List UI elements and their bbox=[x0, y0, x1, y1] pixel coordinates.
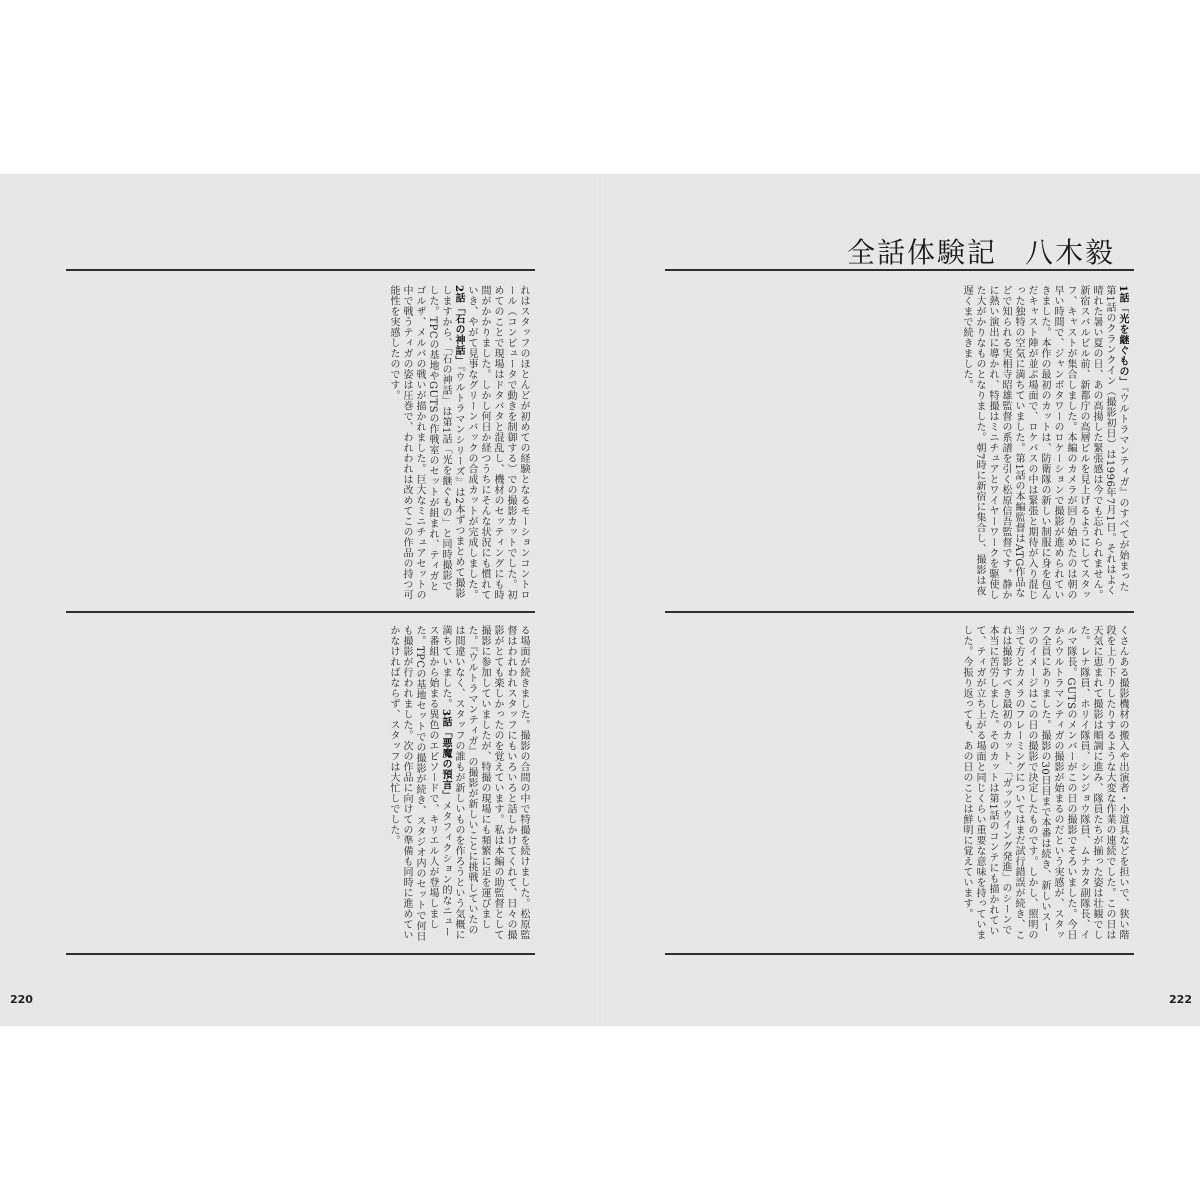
book-gutter bbox=[599, 174, 601, 1026]
rule-bottom-right bbox=[665, 953, 1134, 955]
article-author: 八木毅 bbox=[1024, 236, 1115, 269]
body-text: る場面が続きました。撮影の合間の中で特撮を続けました。松原監督はわれわれスタッフにもいろいろと話しかけてくれて、日々の撮影がとても楽しかったのを覚えています。私は本編の助監督として撮影に参加していましたが、特撮の現場にも頻繁に足を運びました。『ウルトラマンティガ』の撮影が新しいことに挑戦していたのは間違いなく、スタッフの誰もが新しいものを作ろうという気概に満ちていました。 bbox=[440, 625, 529, 940]
body-text: くさんある撮影機材の搬入や出演者・小道具などを担いで、狭い階段を上り下りしたりするような大変な作業の連続でした。この日は天気に恵まれて撮影は順調に進み、隊員たちが揃った姿は壮観でした。レナ隊員、ホリイ隊員、シンジョウ隊員、ムナカタ副隊長、イルマ隊長。GUTSのメンバーがこの日の撮影でそろいました。今日からウルトラマンティガの撮影が始まるのだという実感が、スタッフ全員にありました。撮影の30日目まで本番は続き、新しいスーツのイメージはこの日の撮影で決定したものです。しかし、照明の当て方とカメラのフレーミングについてはまだ試行錯誤が続き、これは撮影すべき最初のカット、「ガッツウイング発進」のシーンで本当に苦労しました。そのカットは第1話のコンテにも描かれていて、ティガが立ち上がる場面と同じくらい重要な意味を持っていました。今振り返っても、あの日のことは鮮明に覚えています。 bbox=[961, 625, 1128, 941]
episode-heading: 1話「光を継ぐもの」 bbox=[1117, 285, 1128, 387]
body-text: メタフィクション的なニュース番組から始まる異色のエピソードで、キリエル人が登場しました。TPCの基地セットでの撮影が続き、スタジオ内のセットで何日も撮影が行われました。次の作品に向けての準備も同時に進めていかなければならず、スタッフは大忙しでした。 bbox=[388, 625, 451, 942]
rule-bottom-left bbox=[66, 953, 535, 955]
body-text: れはスタッフのほとんどが初めての経験となるモーションコントロール（コンピュータで動きを制御する）での撮影カットでした。初めてのことで現場はドタバタと混乱し、機材のセッティングにも時間がかかりました。しかし何日か経つうちにそんな状況にも慣れていき、やがて見事なグリーンバックの合成カットが完成しました。 bbox=[466, 285, 529, 600]
rule-top-left bbox=[66, 269, 535, 271]
rule-mid-left bbox=[66, 611, 535, 613]
article-title-text: 全話体験記 bbox=[846, 236, 997, 269]
book-spread bbox=[0, 174, 1200, 1026]
body-text: 『ウルトラマンシリーズ』は2本ずつまとめて撮影しますから、「石の神話」は第1話「光を継ぐもの」と同時撮影でした。TPCの基地やGUTSの作戦室のセットが組まれ、ティガとゴルザ、メルバの戦いが描かれました。巨大なミニチュアセットの中で戦うティガの姿は圧巻で、われわれは改めてこの作品の持つ可能性を実感したのです。 bbox=[388, 285, 464, 600]
episode-heading: 2話「石の神話」 bbox=[453, 285, 464, 366]
right-page-lower-column bbox=[667, 625, 1129, 943]
page-number-left: 220 bbox=[10, 993, 33, 1006]
rule-top-right bbox=[665, 269, 1134, 271]
left-page-upper-column bbox=[68, 285, 530, 601]
rule-mid-right bbox=[665, 611, 1134, 613]
episode-heading: 3話「悪魔の預言」 bbox=[440, 709, 451, 801]
body-text: 『ウルトラマンティガ』のすべてが始まった第1話のクランクイン（撮影初日）は1996年7月1日。それはよく晴れた暑い夏の日、あの高揚した緊張感は今でも忘れられません。新宿スバルビル前、新都庁の高層ビルを見上げるようにしてスタッフ、キャストが集合しました。本編のカメラが回り始めたのは朝の早い時間で、ジャンボタワーのロケーションで撮影が進められていきました。本作の最初のカットは、防衛隊の新しい制服に身を包んだキャスト陣が並ぶ場面で、ロケバスの中は緊張と期待が入り混じった独特の空気に満ちていました。第1話の本編監督はATG作品などで知られる実相寺昭雄監督の系譜を引く松原信吾監督です。静かに熱い演出に導かれ、特撮はミニチュアとワイヤーワークを駆使した大がかりなものとなりました。朝7時に新宿に集合し、撮影は夜遅くまで続きました。 bbox=[961, 285, 1128, 600]
page-number-right: 222 bbox=[1169, 993, 1192, 1006]
right-page-upper-column bbox=[667, 285, 1129, 601]
article-title bbox=[847, 231, 1115, 271]
left-page-lower-column bbox=[68, 625, 530, 943]
